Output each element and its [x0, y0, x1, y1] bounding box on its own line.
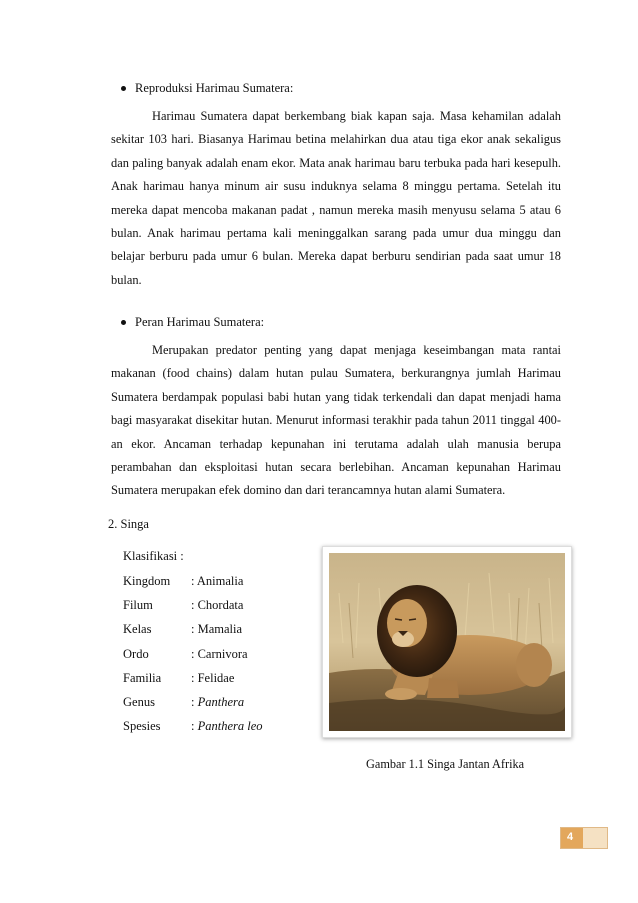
- bullet-dot: [121, 320, 126, 325]
- classification-value: : Chordata: [191, 598, 244, 613]
- classification-key: Filum: [123, 598, 153, 613]
- classification-key: Kingdom: [123, 574, 171, 588]
- bullet-heading-peran: [135, 315, 264, 330]
- classification-table: [123, 549, 263, 743]
- bullet-dot: [121, 86, 126, 91]
- classification-value: : Panthera: [191, 694, 245, 709]
- page-number: 4: [567, 831, 574, 843]
- classification-title: Klasifikasi :: [123, 549, 184, 563]
- classification-row: [123, 719, 263, 743]
- lion-illustration: [329, 553, 565, 731]
- heading-text: Reproduksi Harimau Sumatera:: [135, 81, 294, 95]
- classification-row: [123, 647, 263, 671]
- classification-value: : Carnivora: [191, 646, 248, 661]
- classification-value: : Panthera leo: [191, 719, 263, 734]
- figure-caption: Gambar 1.1 Singa Jantan Afrika: [366, 757, 525, 771]
- section-heading-singa: 2. Singa: [108, 517, 149, 531]
- classification-key: Kelas: [123, 622, 152, 637]
- classification-row: [123, 622, 263, 646]
- page-number-badge: [560, 827, 608, 849]
- classification-key: Ordo: [123, 646, 149, 661]
- paragraph-reproduksi: Harimau Sumatera dapat berkembang biak kapan saja. Masa kehamilan adalah sekitar 103 hari. Biasanya Harimau betina melahirkan dua atau tiga ekor anak sekaligus dan paling banyak adalah enam ekor. Mata anak harimau baru terbuka pada hari kesepulh. Anak harimau hanya minum air susu induknya selama 8 minggu pertama. Setelah itu mereka dapat mencoba makanan padat , namun mereka masih menyusu selama 5 atau 6 bulan. Anak harimau pertama kali meninggalkan sarang pada umur dua minggu dan belajar berburu pada umur 6 bulan. Mereka dapat berburu sendirian pada saat umur 18 bulan.: [111, 109, 561, 287]
- classification-row: [123, 695, 263, 719]
- classification-key: Familia: [123, 670, 162, 685]
- classification-value: : Mamalia: [191, 622, 243, 637]
- classification-value: : Felidae: [191, 670, 235, 685]
- classification-key: Genus: [123, 694, 155, 709]
- classification-row: [123, 574, 263, 598]
- classification-row: [123, 671, 263, 695]
- bullet-heading-reproduksi: [135, 81, 293, 96]
- classification-row: [123, 598, 263, 622]
- classification-value: : Animalia: [191, 574, 244, 588]
- classification-key: Spesies: [123, 719, 161, 734]
- heading-text: Peran Harimau Sumatera:: [135, 315, 265, 329]
- paragraph-peran: Merupakan predator penting yang dapat menjaga keseimbangan mata rantai makanan (food chains) dalam hutan pulau Sumatera, berkurangnya jumlah Harimau Sumatera berdampak populasi babi hutan yang tidak terkendali dan dapat menjadi hama bagi masyarakat disekitar hutan. Menurut informasi terakhir pada tahun 2011 tinggal 400-an ekor. Ancaman terhadap kepunahan ini terutama adalah ulah manusia berupa perambahan dan eksploitasi hutan secara berlebihan. Ancaman kepunahan Harimau Sumatera merupakan efek domino dan dari terancamnya hutan alami Sumatera.: [111, 343, 561, 498]
- lion-photo: [322, 546, 572, 738]
